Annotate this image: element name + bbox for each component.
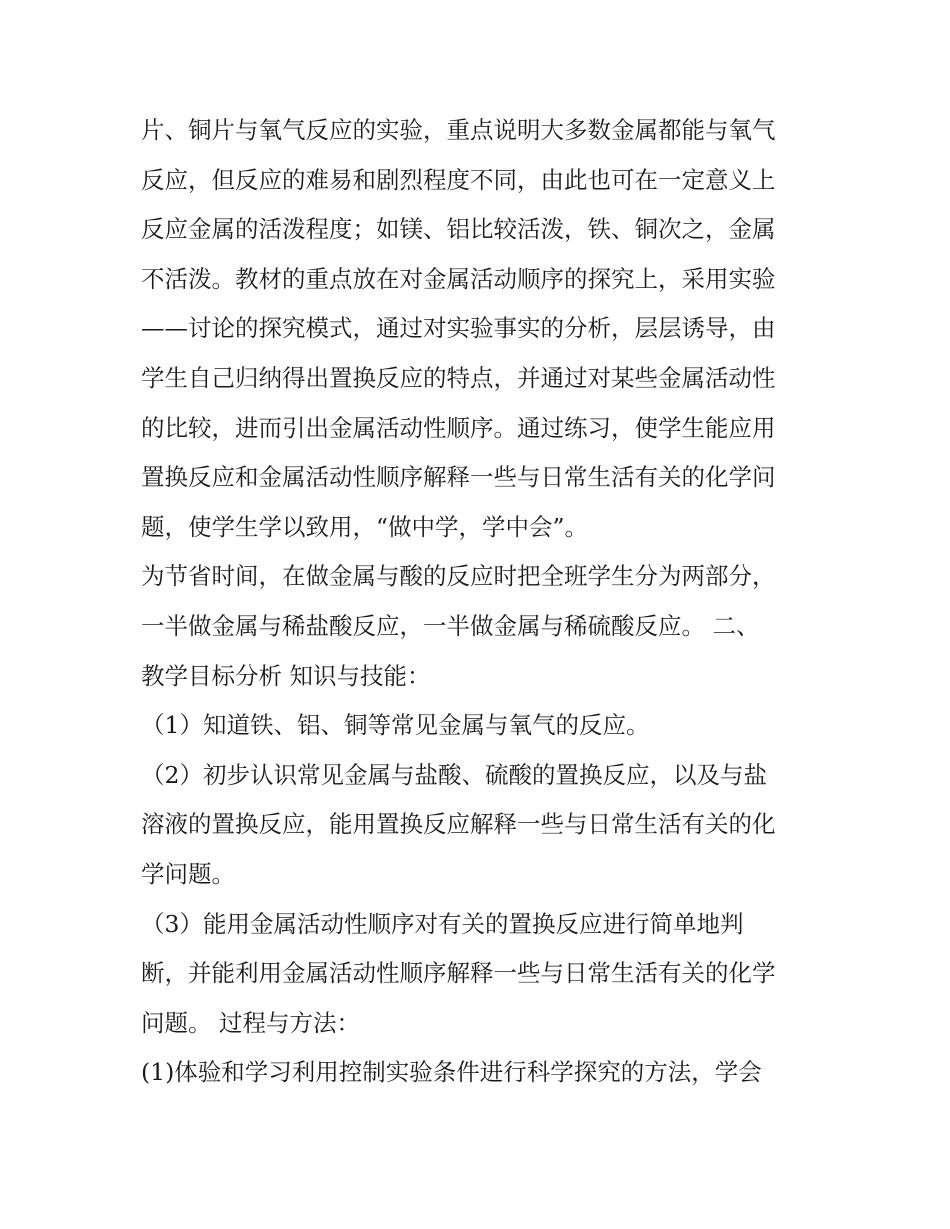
document-body xyxy=(141,106,821,1098)
text-line: (1)体验和学习利用控制实验条件进行科学探究的方法，学会 xyxy=(141,1058,762,1087)
text-line: 一半做金属与稀盐酸反应，一半做金属与稀硫酸反应。 二、 xyxy=(141,611,760,640)
text-line: （2）初步认识常见金属与盐酸、硫酸的置换反应，以及与盐 xyxy=(141,760,767,789)
text-line: ——讨论的探究模式，通过对实验事实的分析，层层诱导，由 xyxy=(141,314,776,343)
text-line: 置换反应和金属活动性顺序解释一些与日常生活有关的化学问 xyxy=(141,463,776,492)
text-line: 题，使学生学以致用，“做中学，学中会”。 xyxy=(141,512,589,541)
text-line: （1）知道铁、铝、铜等常见金属与氧气的反应。 xyxy=(141,711,650,740)
text-line: 反应金属的活泼程度；如镁、铝比较活泼，铁、铜次之，金属 xyxy=(141,215,776,244)
text-line: 为节省时间，在做金属与酸的反应时把全班学生分为两部分， xyxy=(141,562,776,591)
text-line: 溶液的置换反应，能用置换反应解释一些与日常生活有关的化 xyxy=(141,810,776,839)
text-line: 的比较，进而引出金属活动性顺序。通过练习，使学生能应用 xyxy=(141,413,776,442)
text-line: 学问题。 xyxy=(141,859,235,888)
text-line: （3）能用金属活动性顺序对有关的置换反应进行简单地判 xyxy=(141,909,744,938)
text-line: 教学目标分析 知识与技能： xyxy=(141,661,431,690)
text-line: 反应，但反应的难易和剧烈程度不同，由此也可在一定意义上 xyxy=(141,165,776,194)
text-line: 学生自己归纳得出置换反应的特点，并通过对某些金属活动性 xyxy=(141,363,776,392)
text-line: 问题。 过程与方法： xyxy=(141,1008,360,1037)
text-line: 断，并能利用金属活动性顺序解释一些与日常生活有关的化学 xyxy=(141,959,776,988)
text-line: 不活泼。教材的重点放在对金属活动顺序的探究上，采用实验 xyxy=(141,264,776,293)
text-line: 片、铜片与氧气反应的实验，重点说明大多数金属都能与氧气 xyxy=(141,116,776,144)
